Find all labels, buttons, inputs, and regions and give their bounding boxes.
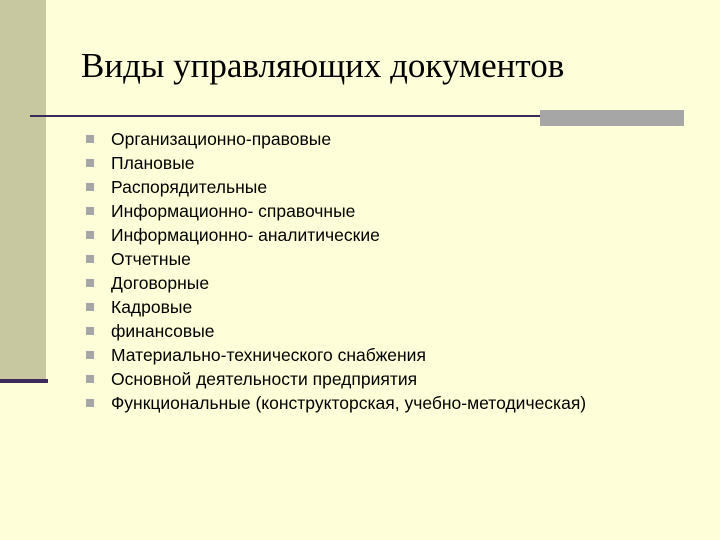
list-item [86, 271, 586, 295]
square-bullet-icon [86, 135, 94, 143]
list-item [86, 319, 586, 343]
list-item [86, 367, 586, 391]
list-item-text: Информационно- справочные [111, 200, 356, 221]
list-item [86, 199, 586, 223]
list-item [86, 343, 586, 367]
list-item-text: Функциональные (конструкторская, учебно-методическая) [111, 392, 587, 413]
list-item [86, 151, 586, 175]
square-bullet-icon [86, 303, 94, 311]
slide-title: Виды управляющих документов [81, 46, 565, 85]
square-bullet-icon [86, 351, 94, 359]
side-decoration-line [0, 379, 48, 383]
list-item [86, 295, 586, 319]
list-item [86, 247, 586, 271]
list-item [86, 175, 586, 199]
list-item-text: Информационно- аналитические [111, 224, 380, 245]
list-item-text: Организационно-правовые [111, 128, 332, 149]
list-item-text: Материально-технического снабжения [111, 344, 426, 365]
list-item-text: Плановые [111, 152, 195, 173]
list-item-text: Кадровые [111, 296, 193, 317]
list-item [86, 223, 586, 247]
square-bullet-icon [86, 159, 94, 167]
side-decoration-band [0, 0, 46, 383]
square-bullet-icon [86, 207, 94, 215]
list-item-text: Отчетные [111, 248, 191, 269]
square-bullet-icon [86, 183, 94, 191]
list-item-text: Договорные [111, 272, 210, 293]
list-item-text: Основной деятельности предприятия [111, 368, 418, 389]
square-bullet-icon [86, 279, 94, 287]
document-types-list [86, 127, 586, 415]
list-item [86, 127, 586, 151]
list-item [86, 391, 586, 415]
square-bullet-icon [86, 255, 94, 263]
title-divider-accent [540, 110, 684, 126]
square-bullet-icon [86, 375, 94, 383]
square-bullet-icon [86, 231, 94, 239]
list-item-text: финансовые [111, 320, 215, 341]
list-item-text: Распорядительные [111, 176, 268, 197]
square-bullet-icon [86, 399, 94, 407]
square-bullet-icon [86, 327, 94, 335]
